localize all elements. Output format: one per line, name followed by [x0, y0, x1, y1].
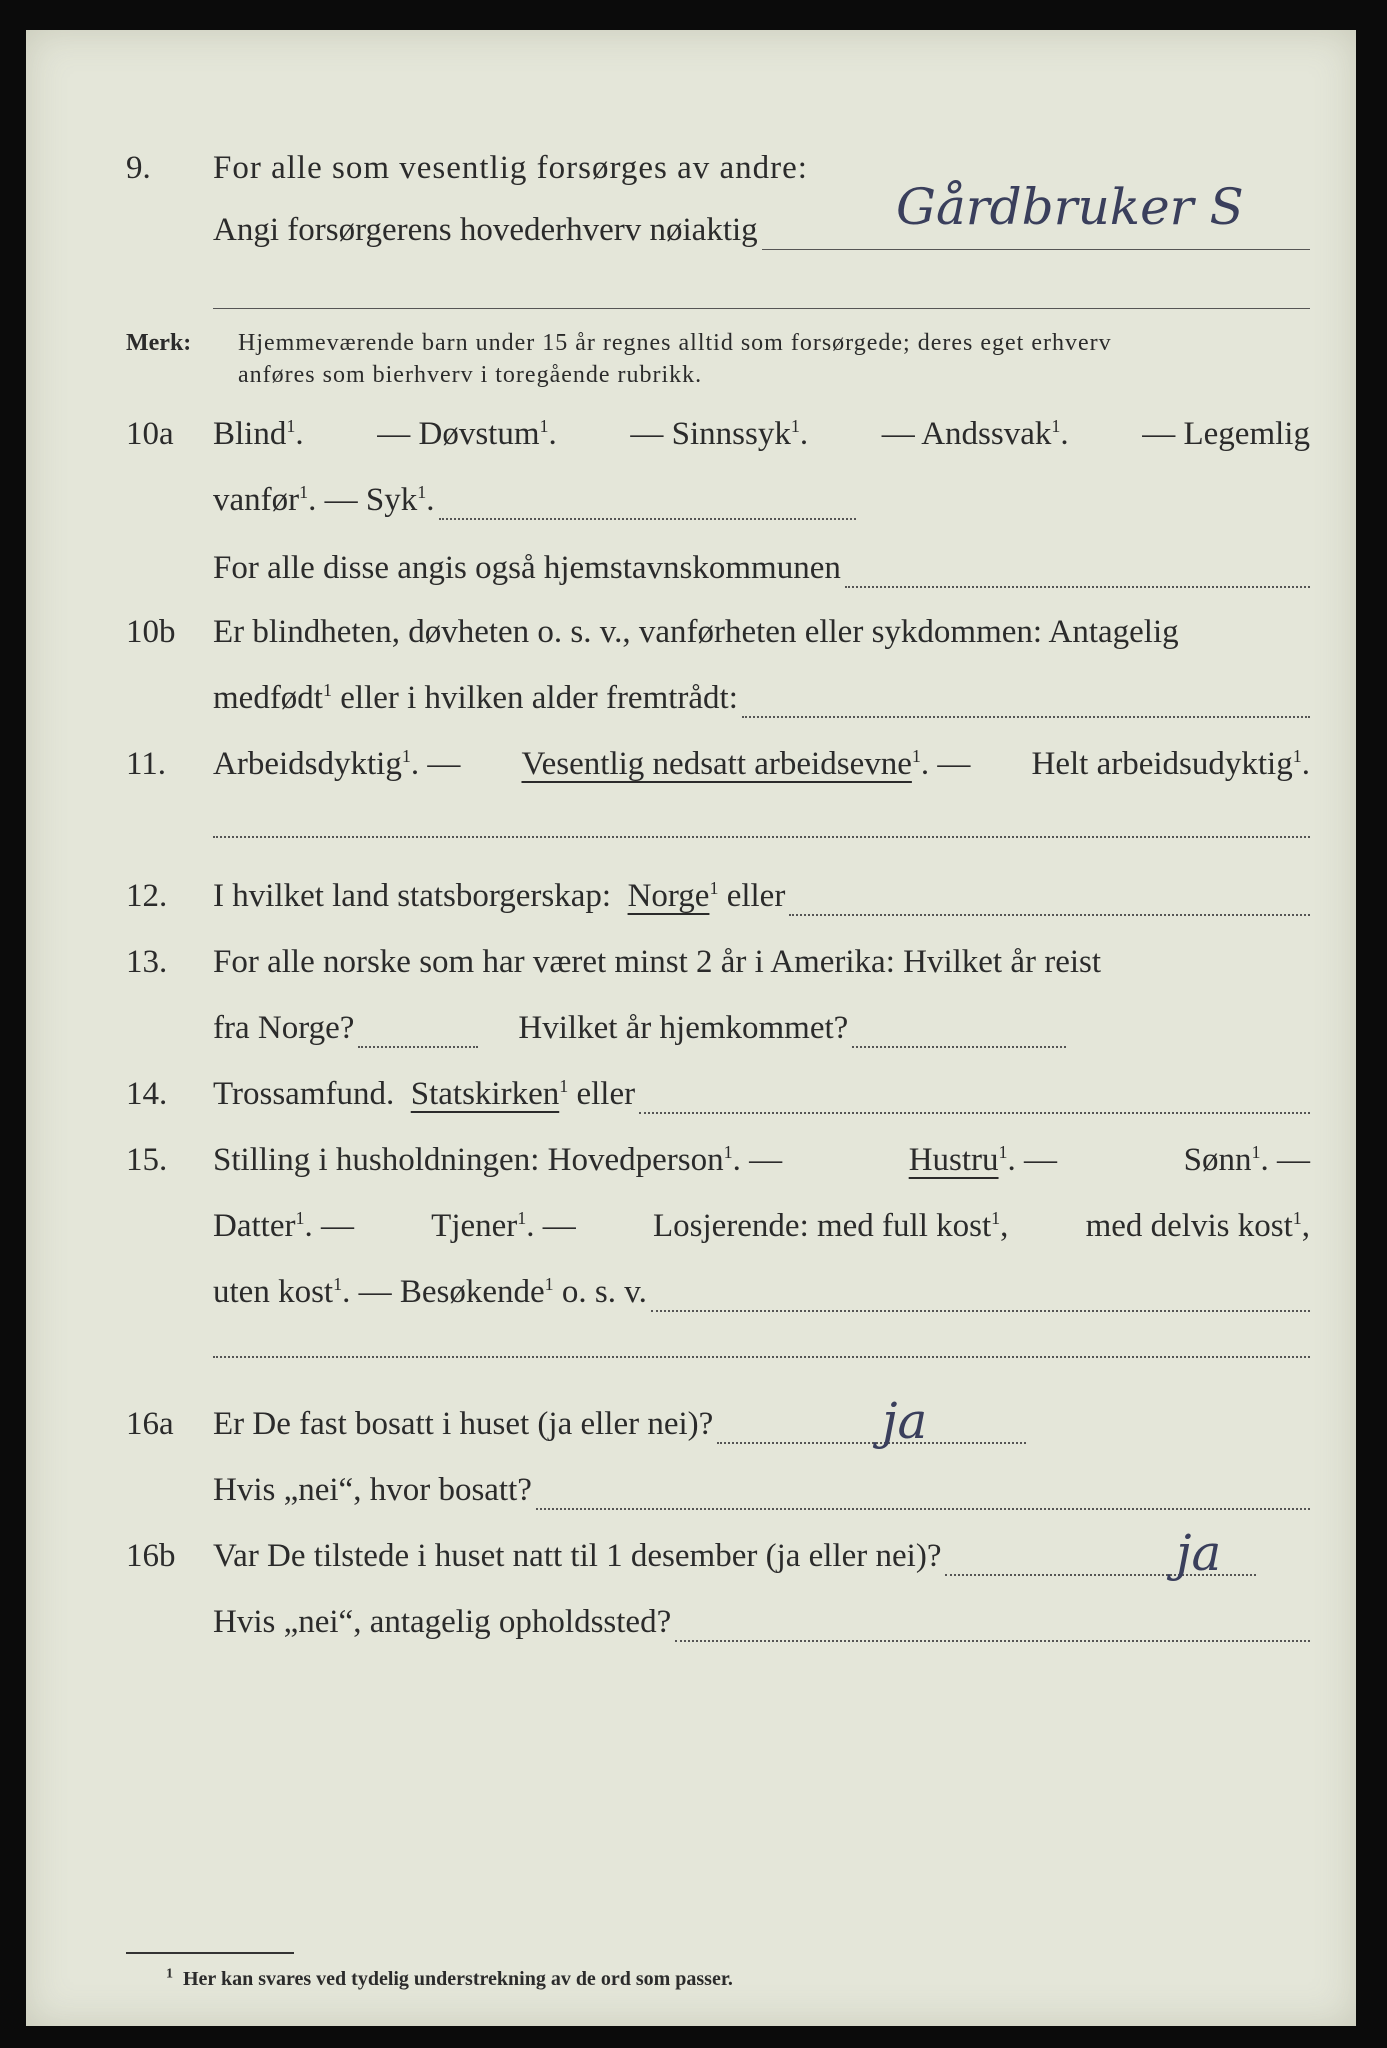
footnote-text: Her kan svares ved tydelig understrekning av de ord som passer. — [183, 1968, 733, 1990]
q12-number: 12. — [126, 878, 168, 914]
q14-line — [213, 1074, 1310, 1114]
footnote — [166, 1968, 733, 1991]
q16b-line2-text: Hvis „nei“, antagelig opholdssted? — [213, 1604, 672, 1640]
q16a-bosatt-answer-line[interactable] — [536, 1482, 1310, 1510]
q16a-line1-text: Er De fast bosatt i huset (ja eller nei)? — [213, 1406, 714, 1442]
q12-eller: eller — [726, 878, 786, 914]
q16a-line2-text: Hvis „nei“, hvor bosatt? — [213, 1472, 532, 1508]
q10b-number: 10b — [126, 614, 176, 650]
footnote-rule — [126, 1952, 294, 1954]
q9-handwritten-answer: Gårdbruker S — [896, 178, 1244, 236]
q10b-line1: Er blindheten, døvheten o. s. v., vanførheten eller sykdommen: Antagelig — [213, 614, 1179, 650]
q15-sonn: Sønn$^1$. — — [1183, 1142, 1310, 1178]
q10b-medfodt: medfødt$^1$ — [213, 680, 332, 716]
q16a-number: 16a — [126, 1406, 174, 1442]
q10a-line3 — [213, 548, 1310, 588]
q10a-vanfor: vanfør$^1$. — [213, 482, 325, 518]
q10a-blind: Blind$^1$. — [213, 416, 304, 452]
q16b-opholdssted-answer-line[interactable] — [675, 1614, 1310, 1642]
q15-line1 — [213, 1140, 1310, 1180]
q16a-line2 — [213, 1470, 1310, 1510]
q15-number: 15. — [126, 1142, 168, 1178]
q15-uten-kost: uten kost$^1$. — — [213, 1274, 400, 1310]
q14-number: 14. — [126, 1076, 168, 1112]
q10a-syk-answer-line[interactable] — [439, 492, 857, 520]
q10a-hjemstavn-answer-line[interactable] — [845, 560, 1310, 588]
q9-number: 9. — [126, 150, 151, 186]
merk-label: Merk: — [126, 330, 192, 356]
census-form-page — [26, 30, 1356, 2026]
q15-datter: Datter$^1$. — — [213, 1208, 354, 1244]
q14-text: Trossamfund. — [213, 1076, 395, 1112]
q9-line2-text: Angi forsørgerens hovederhverv nøiaktig — [213, 212, 758, 248]
q16b-line2 — [213, 1602, 1310, 1642]
q15-full-kost: Losjerende: med full kost$^1$, — [652, 1208, 1009, 1244]
q15-hovedperson: Stilling i husholdningen: Hovedperson$^1$. — — [213, 1142, 783, 1178]
q10b-line2 — [213, 678, 1310, 718]
q16b-line1-text: Var De tilstede i huset natt til 1 desember (ja eller nei)? — [213, 1538, 942, 1574]
q10a-andssvak: — Andssvak$^1$. — [881, 416, 1069, 452]
q9-extra-line — [213, 308, 1310, 309]
q15-besokende: Besøkende$^1$ — [399, 1274, 554, 1310]
footnote-mark: 1 — [166, 1966, 173, 1982]
merk-line2: anføres som bierhverv i toregående rubrikk. — [238, 362, 703, 388]
q16b-line1 — [213, 1536, 1256, 1576]
q16a-answer-line[interactable] — [717, 1416, 1026, 1444]
q13-line1: For alle norske som har været minst 2 år i Amerika: Hvilket år reist — [213, 944, 1102, 980]
q10a-line2 — [213, 480, 856, 520]
q14-eller: eller — [576, 1076, 636, 1112]
q15-extra-line — [213, 1356, 1310, 1358]
q15-line2 — [213, 1206, 1310, 1246]
q12-norge: Norge$^1$ — [627, 878, 719, 914]
q10a-sinnssyk: — Sinnssyk$^1$. — [630, 416, 809, 452]
q10a-line1 — [213, 414, 1310, 454]
q13-reist-answer-line[interactable] — [358, 1020, 478, 1048]
q10a-line3-text: For alle disse angis også hjemstavnskommunen — [213, 550, 841, 586]
q13-number: 13. — [126, 944, 168, 980]
q10a-legemlig: — Legemlig — [1142, 416, 1310, 452]
q10b-answer-line[interactable] — [742, 690, 1310, 718]
q11-number: 11. — [126, 746, 167, 782]
q10b-alder-text: eller i hvilken alder fremtrådt: — [340, 680, 738, 716]
q12-answer-line[interactable] — [789, 888, 1310, 916]
q12-text: I hvilket land statsborgerskap: — [213, 878, 612, 914]
q15-answer-line[interactable] — [651, 1284, 1310, 1312]
q13-fra-norge: fra Norge? — [213, 1010, 355, 1046]
q12-line — [213, 876, 1310, 916]
q13-line2 — [213, 1008, 1066, 1048]
q16a-handwritten-answer: ja — [882, 1392, 928, 1450]
q11-extra-line — [213, 836, 1310, 838]
q13-hjemkommet: Hvilket år hjemkommet? — [518, 1010, 849, 1046]
q15-osv: o. s. v. — [561, 1274, 647, 1310]
q11-udyktig: Helt arbeidsudyktig$^1$. — [1031, 746, 1310, 782]
merk-line1: Hjemmeværende barn under 15 år regnes alltid som forsørgede; deres eget erhverv — [238, 330, 1112, 356]
q15-tjener: Tjener$^1$. — — [431, 1208, 576, 1244]
q10a-number: 10a — [126, 416, 174, 452]
q14-answer-line[interactable] — [639, 1086, 1310, 1114]
q16b-number: 16b — [126, 1538, 176, 1574]
q10a-syk: — Syk$^1$. — [324, 482, 435, 518]
q13-hjemkommet-answer-line[interactable] — [852, 1020, 1066, 1048]
q11-line — [213, 744, 1310, 784]
q14-statskirken: Statskirken$^1$ — [410, 1076, 569, 1112]
q15-hustru: Hustru$^1$. — — [908, 1142, 1058, 1178]
q15-line3 — [213, 1272, 1310, 1312]
q9-line1: For alle som vesentlig forsørges av andre: — [213, 150, 808, 186]
q15-delvis-kost: med delvis kost$^1$, — [1085, 1208, 1310, 1244]
q16b-handwritten-answer: ja — [1176, 1524, 1222, 1582]
q11-arbeidsdyktig: Arbeidsdyktig$^1$. — — [213, 746, 461, 782]
q10a-dovstum: — Døvstum$^1$. — [377, 416, 557, 452]
q11-nedsatt: Vesentlig nedsatt arbeidsevne$^1$. — — [521, 746, 971, 782]
